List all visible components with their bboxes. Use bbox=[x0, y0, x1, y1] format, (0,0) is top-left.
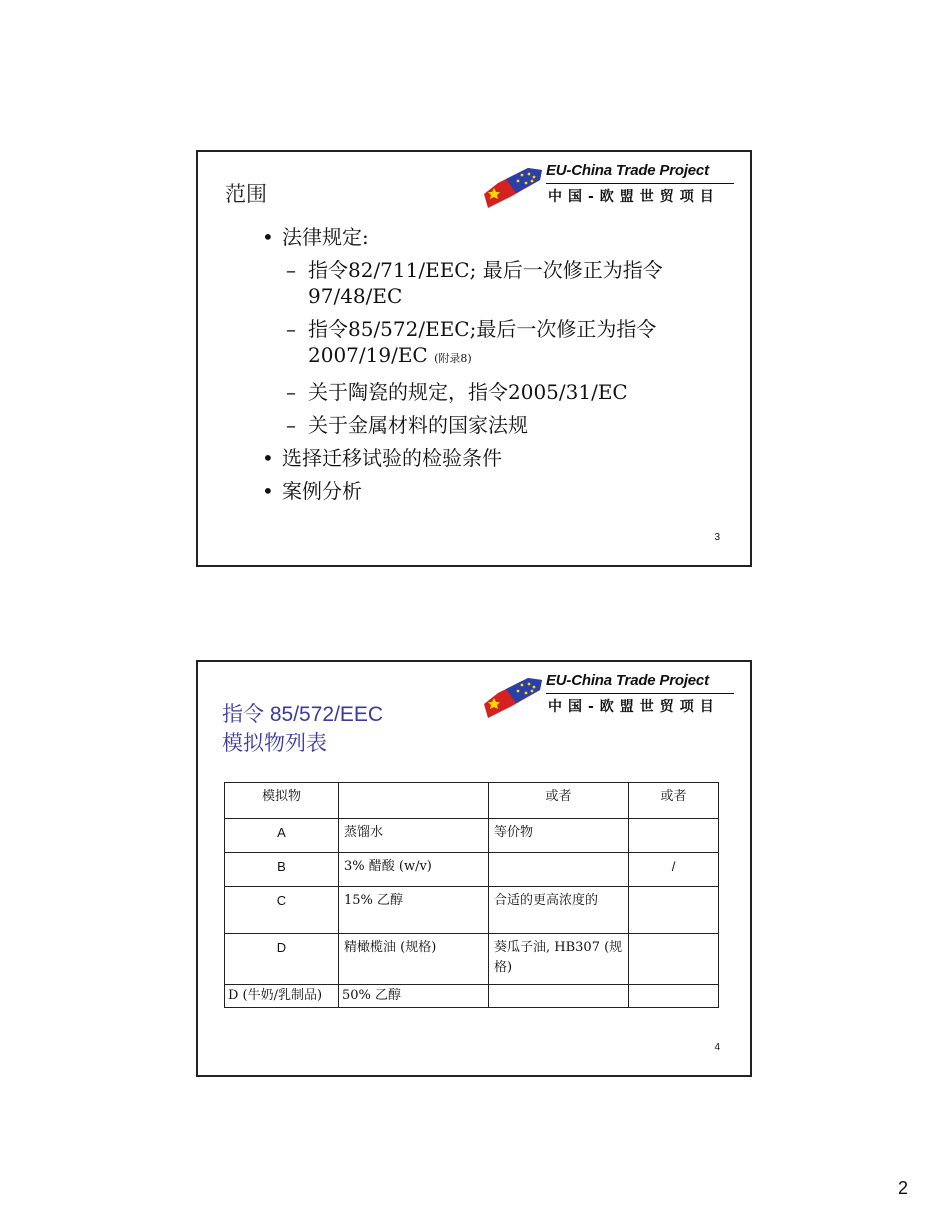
table-cell: 葵瓜子油, HB307 (规格) bbox=[489, 934, 629, 985]
bullet-item bbox=[256, 224, 726, 250]
logo-chinese-text: 中国-欧盟世贸项目 bbox=[548, 699, 720, 715]
appendix-note: (附录8) bbox=[434, 352, 472, 365]
table-cell: 3% 醋酸 (w/v) bbox=[339, 853, 489, 887]
table-cell bbox=[629, 934, 719, 985]
table-cell: 等价物 bbox=[489, 819, 629, 853]
eu-china-trade-project-logo bbox=[482, 162, 734, 210]
logo-chinese-text: 中国-欧盟世贸项目 bbox=[548, 189, 720, 205]
bullet-item bbox=[256, 478, 726, 504]
bullet-marker: • bbox=[262, 446, 274, 470]
table-cell: 50% 乙醇 bbox=[339, 985, 489, 1008]
table-cell: C bbox=[225, 887, 339, 934]
table-cell bbox=[629, 887, 719, 934]
logo-divider bbox=[546, 183, 734, 184]
table-row bbox=[225, 853, 719, 887]
table-cell: D bbox=[225, 934, 339, 985]
table-cell: 精橄榄油 (规格) bbox=[339, 934, 489, 985]
table-row bbox=[225, 819, 719, 853]
simulant-table bbox=[224, 782, 719, 1008]
bullet-item bbox=[256, 445, 726, 471]
table-cell: B bbox=[225, 853, 339, 887]
dash-marker: – bbox=[286, 413, 296, 437]
header-cell: 模拟物 bbox=[225, 783, 339, 819]
eu-china-flag-icon bbox=[482, 166, 544, 210]
logo-english-text: EU-China Trade Project bbox=[546, 162, 709, 179]
table-cell bbox=[629, 985, 719, 1008]
table-cell bbox=[489, 853, 629, 887]
table-row bbox=[225, 887, 719, 934]
bullet-marker: • bbox=[262, 225, 274, 249]
logo-english-text: EU-China Trade Project bbox=[546, 672, 709, 689]
bullet-text: 法律规定: bbox=[282, 225, 369, 249]
table-cell: / bbox=[629, 853, 719, 887]
dash-marker: – bbox=[286, 317, 296, 341]
sub-bullet-item bbox=[256, 316, 726, 372]
sub-bullet-item bbox=[256, 412, 726, 438]
table-cell bbox=[629, 819, 719, 853]
slide-4 bbox=[196, 660, 752, 1077]
header-cell: 或者 bbox=[489, 783, 629, 819]
table-cell: 合适的更高浓度的 bbox=[489, 887, 629, 934]
page-number: 2 bbox=[898, 1178, 909, 1198]
table-row bbox=[225, 985, 719, 1008]
header-cell: 或者 bbox=[629, 783, 719, 819]
bullet-text: 案例分析 bbox=[282, 479, 362, 503]
slide-number: 4 bbox=[714, 1042, 720, 1053]
sub-bullet-text: 关于陶瓷的规定，指令2005/31/EC bbox=[308, 380, 628, 404]
table-cell: 蒸馏水 bbox=[339, 819, 489, 853]
dash-marker: – bbox=[286, 258, 296, 282]
table-cell bbox=[489, 985, 629, 1008]
header-cell bbox=[339, 783, 489, 819]
slide-3 bbox=[196, 150, 752, 567]
dash-marker: – bbox=[286, 380, 296, 404]
bullet-text: 选择迁移试验的检验条件 bbox=[282, 446, 502, 470]
eu-china-flag-icon bbox=[482, 676, 544, 720]
sub-bullet-text: 指令82/711/EEC; 最后一次修正为指令97/48/EC bbox=[308, 258, 663, 308]
table-row bbox=[225, 934, 719, 985]
table-cell: 15% 乙醇 bbox=[339, 887, 489, 934]
bullet-list bbox=[256, 224, 726, 511]
slide-title-line-1: 指令 85/572/EEC bbox=[222, 703, 384, 726]
logo-divider bbox=[546, 693, 734, 694]
slide-title: 范围 bbox=[225, 182, 267, 206]
sub-bullet-text: 指令85/572/EEC;最后一次修正为指令2007/19/EC bbox=[308, 317, 657, 367]
slide-title bbox=[222, 700, 383, 758]
bullet-marker: • bbox=[262, 479, 274, 503]
sub-bullet-text: 关于金属材料的国家法规 bbox=[308, 413, 528, 437]
table-cell: D (牛奶/乳制品) bbox=[225, 985, 339, 1008]
sub-bullet-item bbox=[256, 257, 726, 309]
eu-china-trade-project-logo bbox=[482, 672, 734, 720]
slide-title-line-2: 模拟物列表 bbox=[222, 731, 327, 755]
table-cell: A bbox=[225, 819, 339, 853]
sub-bullet-item bbox=[256, 379, 726, 405]
slide-number: 3 bbox=[714, 532, 720, 543]
table-header-row bbox=[225, 783, 719, 819]
